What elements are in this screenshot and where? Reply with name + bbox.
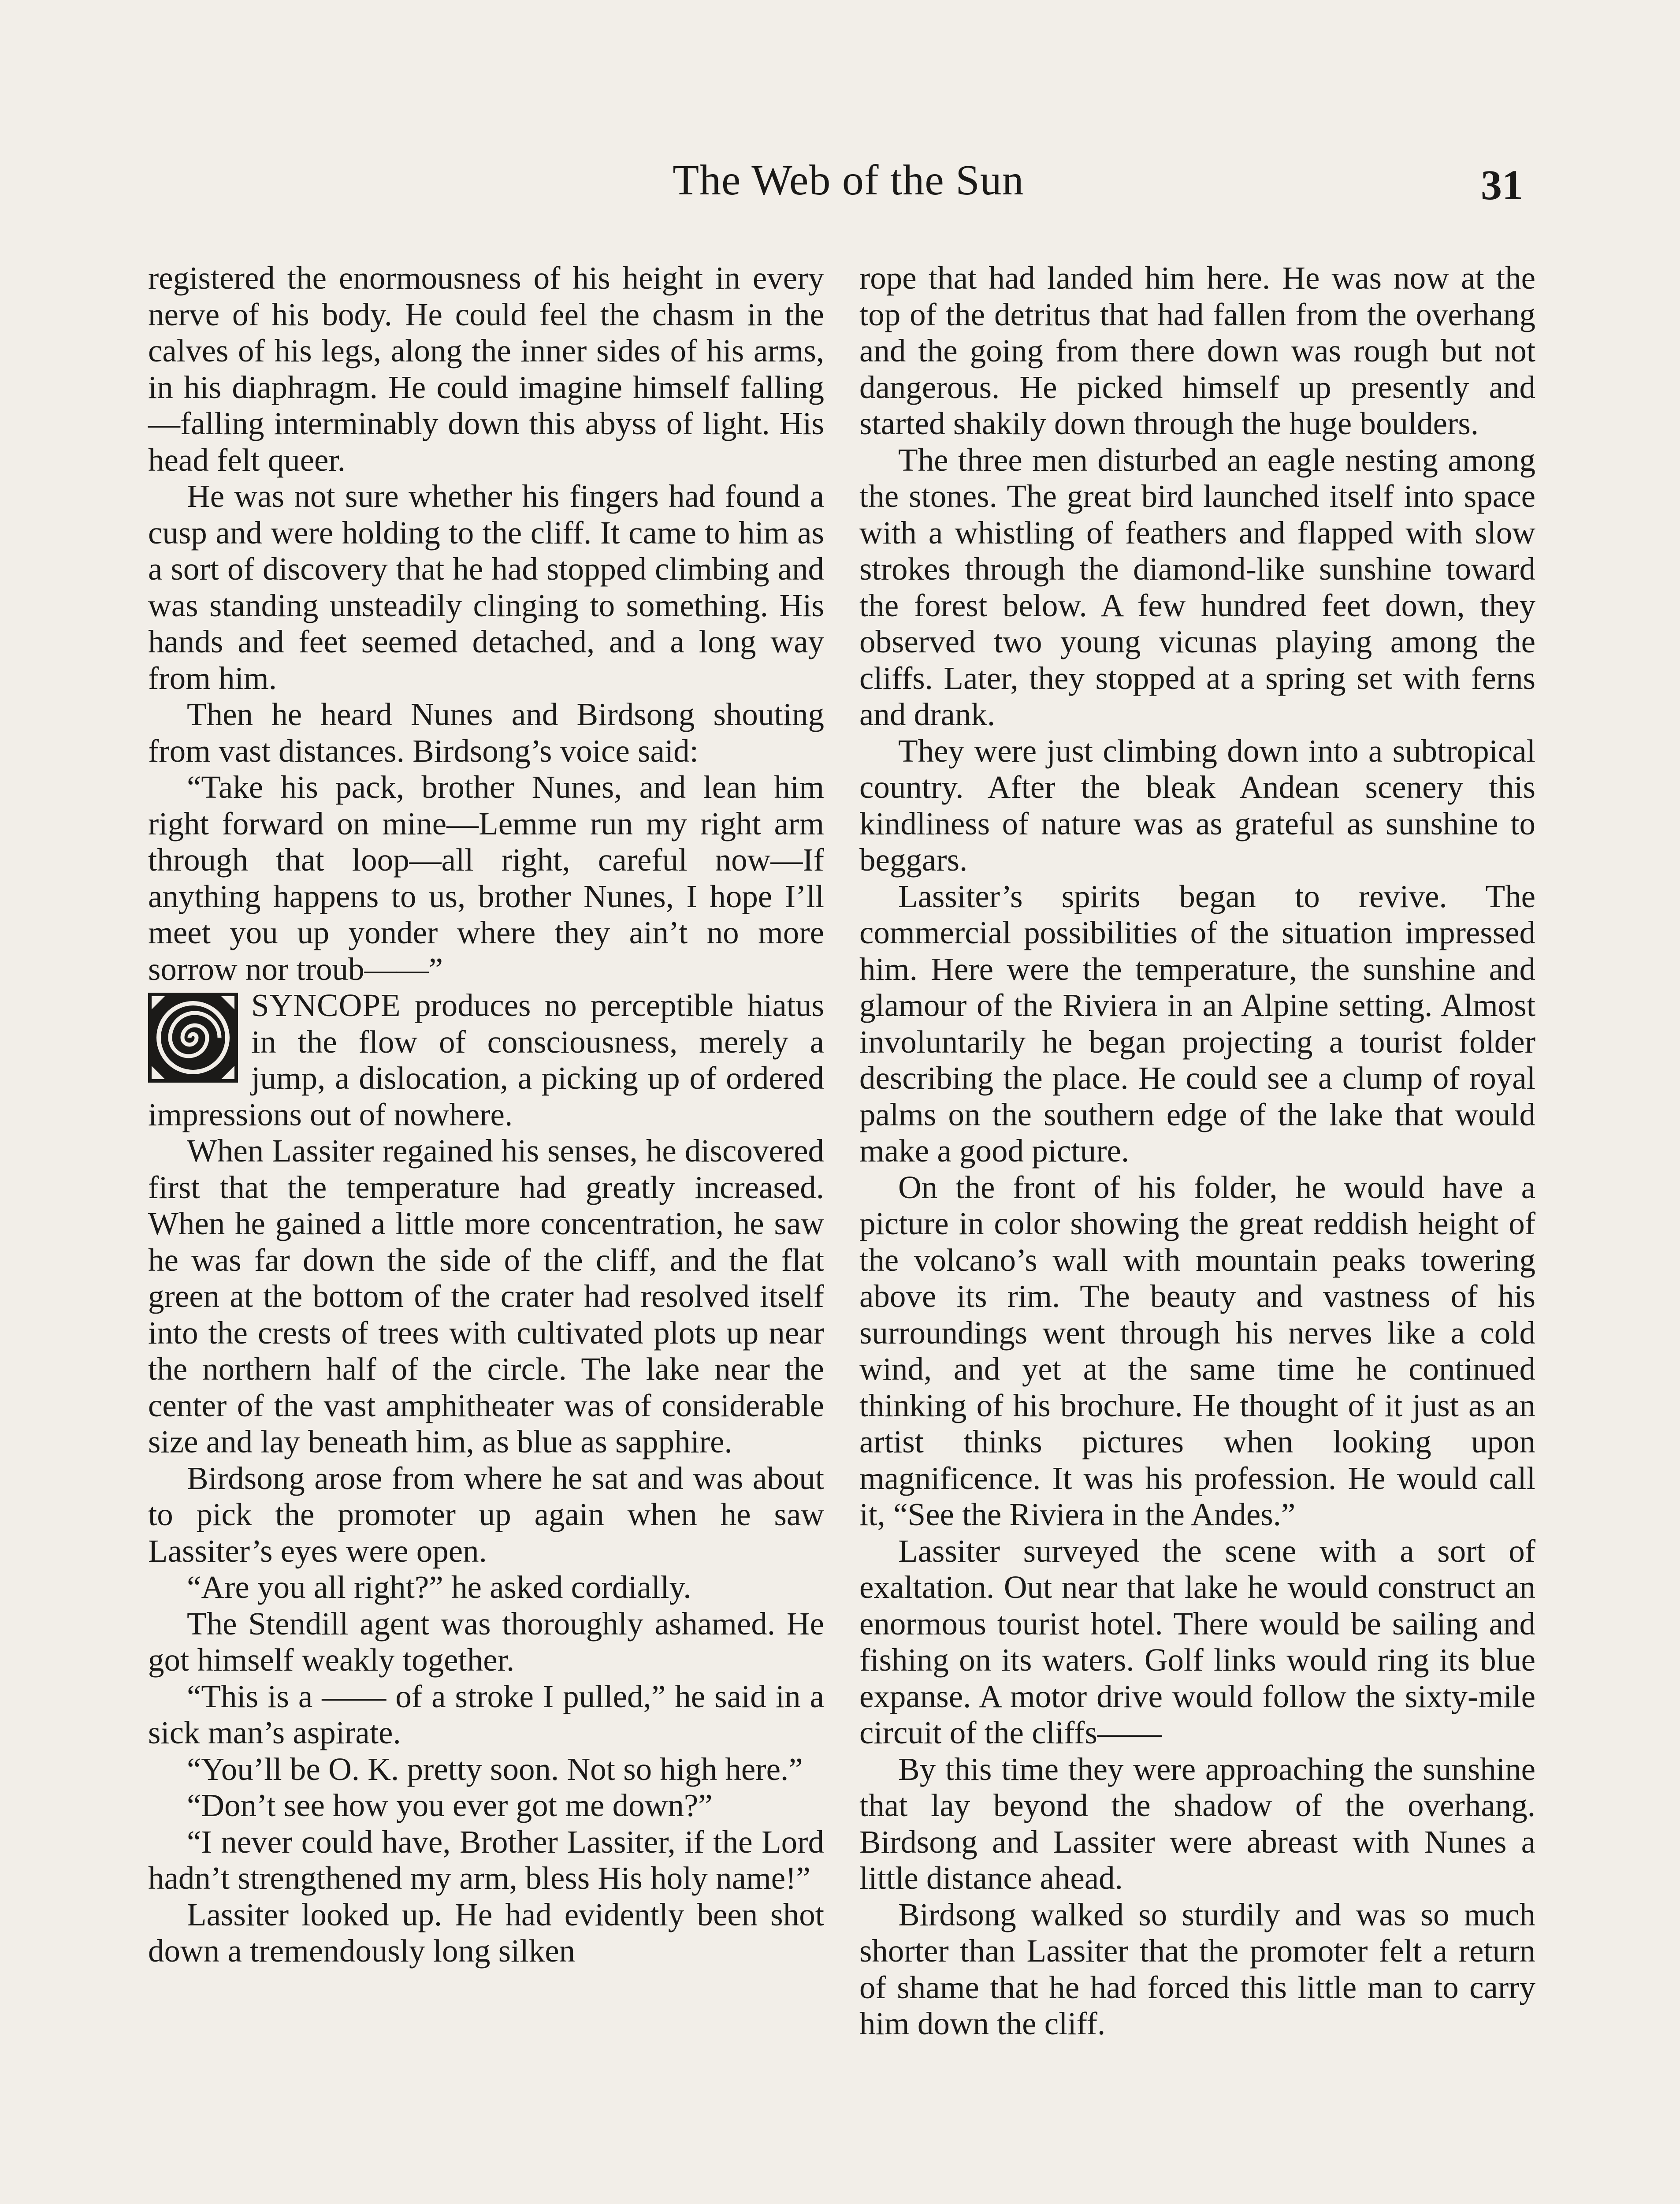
ornamental-swirl-icon <box>148 993 238 1083</box>
paragraph: They were just climbing down into a subtropical country. After the bleak Andean scenery this kindliness of nature was as grateful as sunshine to beggars. <box>859 733 1535 878</box>
paragraph: “I never could have, Brother Lassiter, if the Lord hadn’t strengthened my arm, bless His holy name!” <box>148 1824 824 1896</box>
paragraph: By this time they were approaching the sunshine that lay beyond the shadow of the overhang. Birdsong and Lassiter were abreast with Nunes a little distance ahead. <box>859 1751 1535 1896</box>
paragraph: When Lassiter regained his senses, he discovered first that the temperature had greatly increased. When he gained a little more concentration, he saw he was far down the side of the cliff, and the flat green at the bottom of the crater had resolved itself into the crests of trees with cultivated plots up near the northern half of the circle. The lake near the center of the vast amphitheater was of considerable size and lay beneath him, as blue as sapphire. <box>148 1133 824 1459</box>
paragraph: Birdsong arose from where he sat and was about to pick the promoter up again when he saw Lassiter’s eyes were open. <box>148 1460 824 1569</box>
running-title: The Web of the Sun <box>673 156 1024 204</box>
paragraph: Lassiter’s spirits began to revive. The commercial possibilities of the situation impressed him. Here were the temperature, the sunshine and glamour of the Riviera in an Alpine setting. Almost involuntarily he began projecting a tourist folder describing the place. He could see a clump of royal palms on the southern edge of the lake that would make a good picture. <box>859 878 1535 1169</box>
paragraph: Then he heard Nunes and Birdsong shouting from vast distances. Birdsong’s voice said: <box>148 696 824 769</box>
page-number: 31 <box>1481 161 1523 208</box>
section-opening-paragraph <box>148 987 824 1133</box>
paragraph: Birdsong walked so sturdily and was so much shorter than Lassiter that the promoter felt a return of shame that he had forced this little man to carry him down the cliff. <box>859 1896 1535 2041</box>
paragraph: “Are you all right?” he asked cordially. <box>187 1569 691 1605</box>
paragraph: “Don’t see how you ever got me down?” <box>187 1787 713 1823</box>
paragraph: registered the enormousness of his height in every nerve of his body. He could feel the chasm in the calves of his legs, along the inner sides of his arms, in his diaphragm. He could imagine himself falling—falling interminably down this abyss of light. His head felt queer. <box>148 260 824 478</box>
paragraph: “This is a —— of a stroke I pulled,” he said in a sick man’s aspirate. <box>148 1678 824 1750</box>
dropcap-lead-word: SYNCOPE <box>251 987 401 1023</box>
paragraph: Lassiter looked up. He had evidently been shot down a tremendously long silken <box>148 1896 824 1969</box>
paragraph: The Stendill agent was thoroughly ashamed. He got himself weakly together. <box>148 1605 824 1678</box>
paragraph: “Take his pack, brother Nunes, and lean him right forward on mine—Lemme run my right arm through that loop—all right, careful now—If anything happens to us, brother Nunes, I hope I’ll meet you up yonder where they ain’t no more sorrow nor troub——” <box>148 769 824 987</box>
paragraph: On the front of his folder, he would have a picture in color showing the great reddish height of the volcano’s wall with mountain peaks towering above its rim. The beauty and vastness of his surroundings went through his nerves like a cold wind, and yet at the same time he continued thinking of his brochure. He thought of it just as an artist thinks pictures when looking upon magnificence. It was his profession. He would call it, “See the Riviera in the Andes.” <box>859 1169 1535 1532</box>
paragraph: Lassiter surveyed the scene with a sort of exaltation. Out near that lake he would construct an enormous tourist hotel. There would be sailing and fishing on its waters. Golf links would ring its blue expanse. A motor drive would follow the sixty-mile circuit of the cliffs—— <box>859 1533 1535 1750</box>
paragraph: “You’ll be O. K. pretty soon. Not so high here.” <box>187 1751 803 1787</box>
left-column <box>148 260 824 1969</box>
paragraph: rope that had landed him here. He was now at the top of the detritus that had fallen from the overhang and the going from there down was rough but not dangerous. He picked himself up presently and started shakily down through the huge boulders. <box>859 260 1535 441</box>
paragraph-text: produces no perceptible hiatus in the flow of consciousness, merely a jump, a dislocation, a picking up of ordered impressions out of nowhere. <box>148 987 824 1132</box>
paragraph: The three men disturbed an eagle nesting among the stones. The great bird launched itself into space with a whistling of feathers and flapped with slow strokes through the diamond-like sunshine toward the forest below. A few hundred feet down, they observed two young vicunas playing among the cliffs. Later, they stopped at a spring set with ferns and drank. <box>859 442 1535 732</box>
paragraph: He was not sure whether his fingers had found a cusp and were holding to the cliff. It came to him as a sort of discovery that he had stopped climbing and was standing unsteadily clinging to something. His hands and feet seemed detached, and a long way from him. <box>148 478 824 696</box>
right-column <box>859 260 1535 2042</box>
